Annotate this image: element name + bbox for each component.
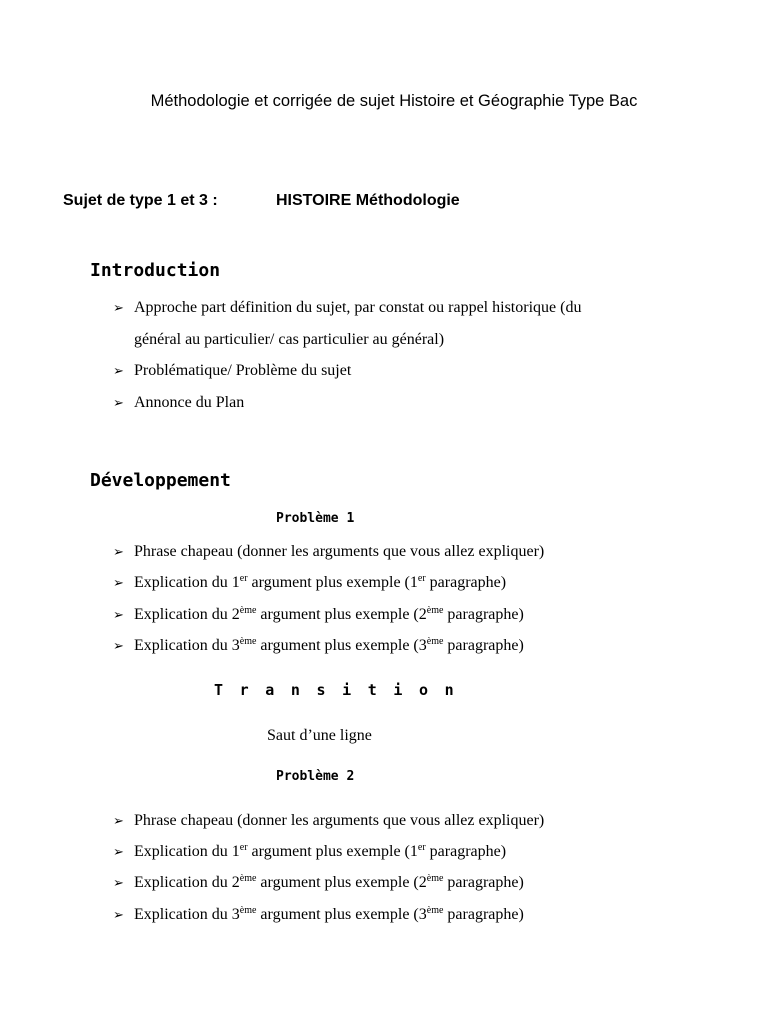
list-item-text: Explication du 1er argument plus exemple (1er paragraphe)	[134, 573, 507, 591]
list-item-text: Explication du 2ème argument plus exemple (2ème paragraphe)	[134, 605, 524, 623]
list-item-text: Explication du 2ème argument plus exemple (2ème paragraphe)	[134, 873, 524, 891]
p1-argument-2	[113, 603, 524, 628]
p1-phrase-chapeau	[113, 540, 544, 565]
arrow-bullet-icon: ➢	[113, 908, 124, 923]
saut-de-ligne-note: Saut d’une ligne	[267, 727, 372, 744]
intro-item-text: Approche part définition du sujet, par constat ou rappel historique (du	[134, 299, 582, 316]
arrow-bullet-icon: ➢	[113, 845, 124, 860]
arrow-bullet-icon: ➢	[113, 364, 124, 379]
list-item-text: Explication du 3ème argument plus exemple (3ème paragraphe)	[134, 636, 524, 654]
p2-argument-1	[113, 840, 506, 865]
developpement-heading: Développement	[90, 470, 231, 491]
intro-item-approche	[113, 296, 581, 321]
document-title: Méthodologie et corrigée de sujet Histoire et Géographie Type Bac	[150, 92, 638, 110]
list-item-text: Explication du 1er argument plus exemple (1er paragraphe)	[134, 842, 507, 860]
subject-title: HISTOIRE Méthodologie	[276, 192, 460, 209]
arrow-bullet-icon: ➢	[113, 545, 124, 560]
intro-item-approche-continuation: général au particulier/ cas particulier au général)	[134, 331, 445, 348]
intro-item-annonce	[113, 391, 244, 416]
probleme-2-title: Problème 2	[276, 769, 355, 784]
intro-item-text: Problématique/ Problème du sujet	[134, 362, 352, 379]
probleme-1-title: Problème 1	[276, 511, 355, 526]
intro-item-text: Annonce du Plan	[134, 394, 245, 411]
p1-argument-3	[113, 634, 524, 659]
intro-item-problematique	[113, 359, 351, 384]
p2-argument-3	[113, 903, 524, 928]
list-item-text: Phrase chapeau (donner les arguments que vous allez expliquer)	[134, 812, 545, 829]
arrow-bullet-icon: ➢	[113, 608, 124, 623]
subject-label: Sujet de type 1 et 3 :	[63, 192, 218, 209]
list-item-text: Phrase chapeau (donner les arguments que vous allez expliquer)	[134, 543, 545, 560]
arrow-bullet-icon: ➢	[113, 396, 124, 411]
introduction-heading: Introduction	[90, 260, 221, 281]
arrow-bullet-icon: ➢	[113, 876, 124, 891]
p2-argument-2	[113, 871, 524, 896]
arrow-bullet-icon: ➢	[113, 814, 124, 829]
transition-label: Transition	[214, 681, 471, 699]
p1-argument-1	[113, 571, 506, 596]
list-item-text: Explication du 3ème argument plus exemple (3ème paragraphe)	[134, 905, 524, 923]
arrow-bullet-icon: ➢	[113, 301, 124, 316]
p2-phrase-chapeau	[113, 809, 544, 834]
arrow-bullet-icon: ➢	[113, 639, 124, 654]
arrow-bullet-icon: ➢	[113, 576, 124, 591]
